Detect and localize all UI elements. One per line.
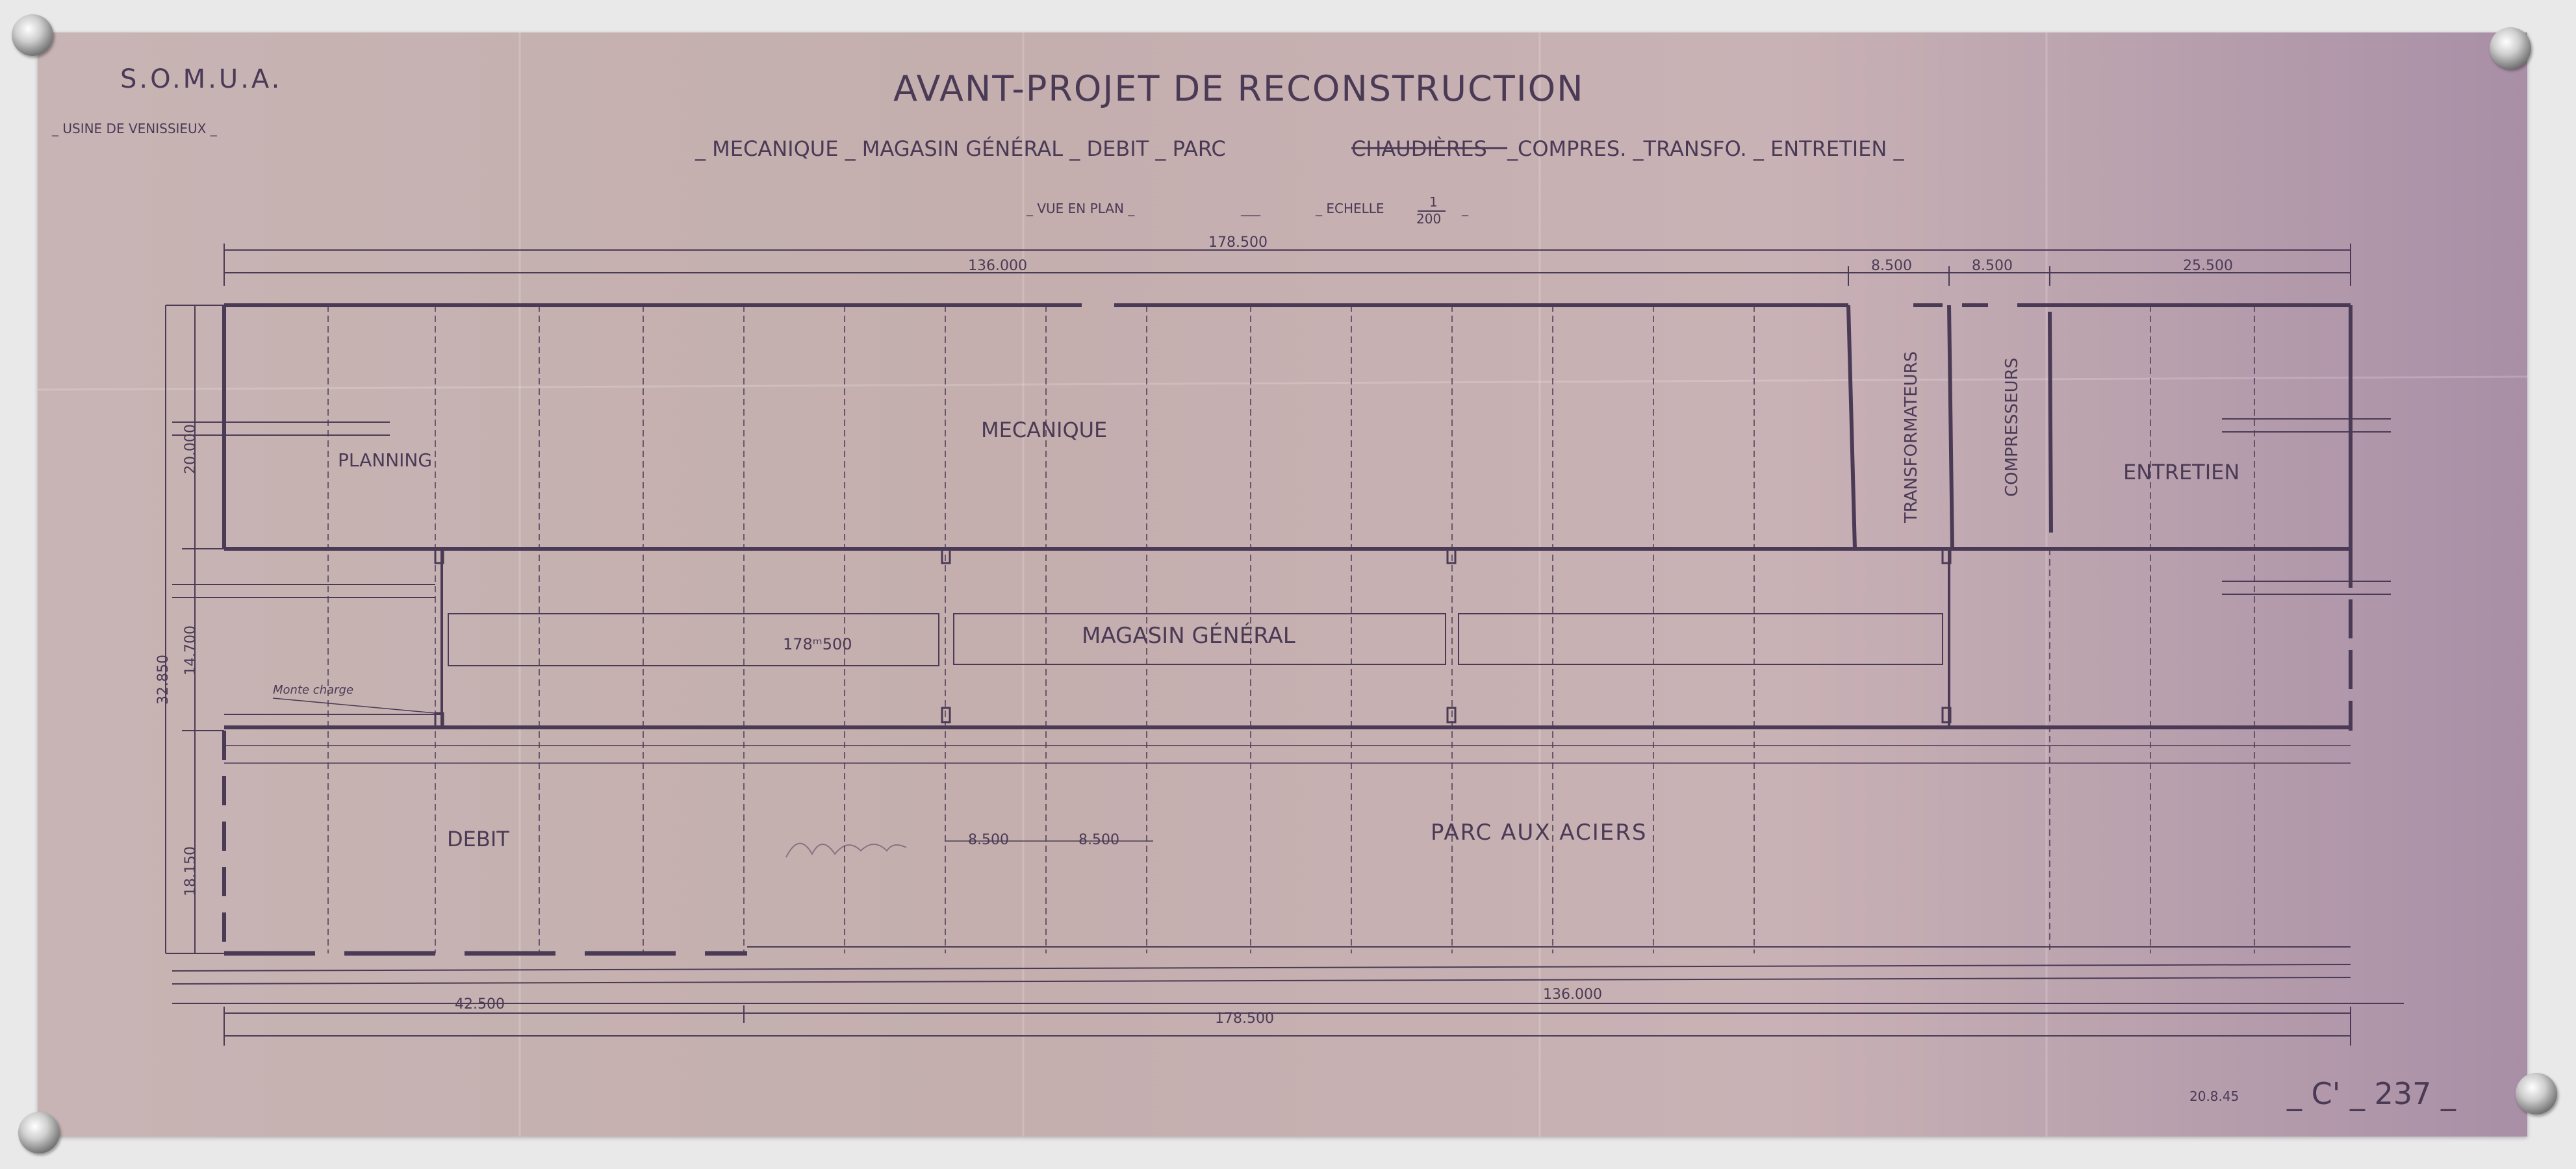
dim-bottom-42500: 42.500: [455, 996, 505, 1012]
subtitle-pre: _ MECANIQUE _ MAGASIN GÉNÉRAL _ DEBIT _ PARC: [695, 136, 1226, 161]
dim-bottom-total: 178.500: [1215, 1011, 1274, 1027]
scale-denominator: 200: [1416, 211, 1442, 227]
view-dash: ___: [1241, 201, 1260, 216]
subtitle-struck: CHAUDIÈRES: [1351, 136, 1487, 161]
dim-top-136000: 136.000: [968, 258, 1027, 274]
view-label: _ VUE EN PLAN _: [1027, 201, 1135, 216]
dim-top-total: 178.500: [1208, 234, 1268, 251]
drawing-title: AVANT-PROJET DE RECONSTRUCTION: [893, 68, 1585, 109]
pin-top-right: [2490, 27, 2531, 69]
room-debit: DEBIT: [447, 827, 509, 851]
room-parc-aux-aciers: PARC AUX ACIERS: [1431, 820, 1648, 846]
dim-mid-8500b: 8.500: [1078, 832, 1119, 848]
dim-bottom-136000: 136.000: [1543, 987, 1602, 1003]
room-magasin-general: MAGASIN GÉNÉRAL: [1082, 623, 1295, 649]
room-planning: PLANNING: [338, 449, 433, 471]
pin-top-left: [12, 14, 53, 56]
magasin-dimension: 178ᵐ500: [783, 635, 852, 653]
signature-scribble: [786, 844, 906, 857]
room-entretien: ENTRETIEN: [2123, 460, 2240, 484]
dim-top-25500: 25.500: [2183, 258, 2233, 274]
dim-left-18150: 18.150: [183, 846, 199, 896]
factory-name: _ USINE DE VENISSIEUX _: [52, 121, 217, 136]
pin-bottom-left: [18, 1112, 60, 1153]
scale-label: _ ECHELLE: [1316, 201, 1384, 216]
room-transformateurs: TRANSFORMATEURS: [1902, 351, 1921, 523]
room-compresseurs: COMPRESSEURS: [2002, 357, 2022, 497]
dim-mid-8500a: 8.500: [968, 832, 1009, 848]
scale-numerator: 1: [1429, 194, 1438, 210]
subtitle-post: _COMPRES. _TRANSFO. _ ENTRETIEN _: [1507, 136, 1904, 161]
room-mecanique: MECANIQUE: [981, 418, 1108, 442]
dim-top-8500a: 8.500: [1871, 258, 1912, 274]
drawing-date: 20.8.45: [2189, 1088, 2239, 1104]
drawing-reference: _ C' _ 237 _: [2287, 1076, 2456, 1111]
pin-bottom-right: [2516, 1073, 2557, 1114]
dim-left-20000: 20.000: [183, 424, 199, 474]
dim-left-32850: 32.850: [155, 655, 172, 705]
dim-top-8500b: 8.500: [1972, 258, 2013, 274]
company-name: S.O.M.U.A.: [120, 64, 283, 94]
scale-tail: _: [1462, 201, 1468, 216]
monte-charge-label: Monte charge: [273, 683, 354, 697]
dim-left-14700: 14.700: [183, 625, 199, 675]
